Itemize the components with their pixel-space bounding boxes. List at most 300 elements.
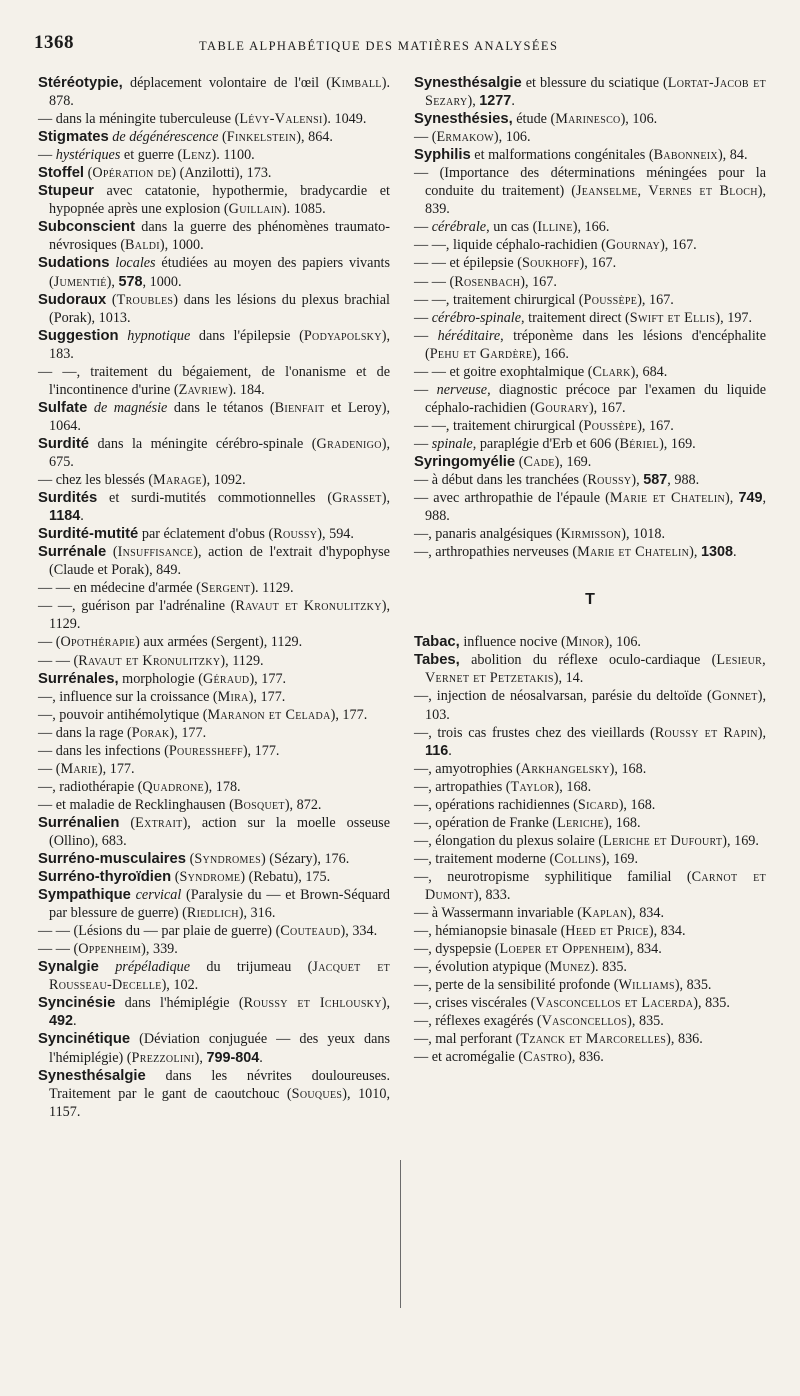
running-title: TABLE ALPHABÉTIQUE DES MATIÈRES ANALYSÉES — [199, 39, 559, 53]
index-author: Jeanselme, Vernes et Bloch — [575, 183, 758, 200]
index-text: — — et goitre exophtalmique ( — [414, 363, 593, 380]
index-emphasis: de dégénérescence — [112, 129, 219, 146]
index-text: — à Wassermann invariable ( — [414, 905, 582, 922]
index-text: et malformations congénitales ( — [470, 147, 654, 164]
index-text: ), 834. — [625, 941, 662, 958]
index-author: Clark — [592, 363, 631, 380]
index-text: — chez les blessés ( — [38, 472, 154, 489]
index-author: Géraud — [202, 670, 250, 687]
index-text: , 1000. — [142, 273, 182, 290]
index-entry — [38, 994, 390, 1030]
index-text: — — (Lésions du — par plaie de guerre) ( — [38, 923, 281, 940]
index-text: —, arthropathies nerveuses ( — [414, 544, 578, 561]
index-text: —, mal perforant ( — [414, 1031, 521, 1048]
index-author: Marie et Chatelin — [577, 544, 690, 561]
index-text: — — [414, 435, 432, 452]
index-author: Roussy et Rapin — [654, 724, 758, 741]
index-text: ( — [106, 544, 118, 561]
index-text: ), 197. — [715, 309, 753, 326]
index-text: ( — [171, 869, 180, 886]
index-entry — [38, 128, 390, 146]
index-author: Baldi — [125, 237, 160, 254]
index-entry — [414, 1030, 766, 1048]
index-text: — ( — [414, 129, 437, 146]
index-author: Prezzolini — [131, 1049, 195, 1066]
index-text: , 988. — [667, 472, 700, 489]
index-text: — avec arthropathie de l'épaule ( — [414, 490, 610, 507]
index-text: —, amyotrophies ( — [414, 760, 521, 777]
index-author: Syndromes — [194, 851, 262, 868]
index-entry — [414, 796, 766, 814]
index-author: Oppenheim — [78, 941, 142, 958]
index-entry — [38, 471, 390, 489]
index-entry — [414, 904, 766, 922]
index-text: — dans la méningite tuberculeuse ( — [38, 111, 240, 128]
index-author: Poussèpe — [583, 417, 638, 434]
index-author: Opération de — [92, 165, 172, 182]
index-author: Munez — [549, 959, 591, 976]
index-headword: Stigmates — [38, 129, 109, 146]
index-text: . — [732, 544, 737, 561]
index-text: ( — [218, 129, 227, 146]
index-headword: Tabes, — [414, 652, 460, 669]
index-page-bold: 492 — [49, 1013, 74, 1030]
index-entry — [38, 760, 390, 778]
index-author: Opothérapie — [60, 634, 136, 651]
index-text: ), 166. — [532, 345, 569, 362]
index-entry — [38, 218, 390, 254]
index-entry — [414, 417, 766, 435]
index-author: Roussy et Ichlousky — [243, 995, 382, 1012]
index-text: —, dyspepsie ( — [414, 941, 500, 958]
index-author: Poussèpe — [583, 291, 638, 308]
index-entry — [38, 670, 390, 688]
index-headword: Stoffel — [38, 165, 85, 182]
index-entry — [414, 832, 766, 850]
index-author: Grasset — [332, 490, 382, 507]
index-emphasis: hypnotique — [127, 327, 191, 344]
index-text: ), — [106, 273, 119, 290]
index-text: ). 835. — [590, 959, 627, 976]
index-entry — [414, 489, 766, 525]
index-text: —, pouvoir antihémolytique ( — [38, 706, 208, 723]
index-author: Riedlich — [186, 905, 239, 922]
index-author: Quadrone — [142, 778, 204, 795]
index-text: ), 833. — [473, 886, 511, 903]
index-text: , paraplégie d'Erb et 606 ( — [472, 435, 620, 452]
index-author: Loeper et Oppenheim — [499, 941, 626, 958]
index-author: Couteaud — [280, 923, 341, 940]
index-emphasis: cérébrale — [431, 219, 487, 236]
index-text: — — [414, 327, 438, 344]
index-text: — —, liquide céphalo-rachidien ( — [414, 237, 606, 254]
index-text: ). 1100. — [211, 147, 255, 164]
index-entry — [38, 868, 390, 886]
index-entry — [38, 254, 390, 290]
index-headword: Suggestion — [38, 327, 119, 344]
index-text: ( — [186, 851, 195, 868]
index-text: ), 177. — [97, 760, 135, 777]
index-text — [119, 328, 128, 344]
index-author: Kirmisson — [560, 526, 622, 543]
index-headword: Surréno-musculaires — [38, 851, 187, 868]
index-author: Lesieur, Vernet et Petzetakis — [425, 652, 766, 687]
index-author: Williams — [618, 977, 675, 994]
index-entry — [38, 814, 390, 850]
index-entry — [38, 327, 390, 363]
index-author: Vasconcellos et Lacerda — [535, 995, 694, 1012]
index-text: — et acromégalie ( — [414, 1049, 524, 1066]
index-text: ), 839. — [425, 183, 766, 218]
index-headword: Synesthésies, — [414, 111, 513, 128]
index-author: Lenz — [182, 147, 212, 164]
index-text: —, crises viscérales ( — [414, 995, 536, 1012]
index-text: —, neurotropisme syphilitique familial ( — [414, 868, 692, 885]
index-entry — [414, 435, 766, 453]
index-text: étude ( — [512, 111, 556, 128]
index-text: ), 177. — [242, 742, 280, 759]
index-emphasis: cérébro-spinale — [431, 309, 522, 326]
index-emphasis: hystériques — [55, 147, 121, 164]
index-headword: Surréno-thyroïdien — [38, 869, 172, 886]
index-entry — [38, 796, 390, 814]
index-headword: Syncinétique — [38, 1031, 131, 1048]
index-text: ( — [515, 453, 524, 470]
index-text: et surdi-mutités commotionnelles ( — [97, 490, 333, 507]
index-text: ), 102. — [161, 977, 199, 994]
index-author: Roussy — [273, 526, 318, 543]
index-entry — [414, 254, 766, 272]
index-author: Maranon et Celada — [207, 706, 331, 723]
index-headword: Surrénale — [38, 544, 107, 561]
index-text: ), — [689, 544, 701, 561]
index-text: ), 334. — [340, 923, 378, 940]
index-text: ), 169. — [722, 832, 759, 849]
index-entry — [414, 633, 766, 651]
page-header — [34, 32, 774, 62]
index-text: déplacement volontaire de l'œil ( — [122, 75, 332, 91]
index-text: ), 167. — [579, 255, 617, 272]
index-entry — [414, 309, 766, 327]
index-entry — [38, 633, 390, 651]
index-text: — — [38, 147, 56, 164]
index-entry — [38, 597, 390, 633]
index-author: Marinesco — [555, 111, 621, 128]
index-text: ), 169. — [659, 435, 696, 452]
index-text: —, élongation du plexus solaire ( — [414, 832, 604, 849]
index-entry — [38, 74, 390, 110]
index-entry — [414, 994, 766, 1012]
index-entry — [414, 453, 766, 471]
index-entry — [38, 489, 390, 525]
index-text: ), 316. — [238, 905, 276, 922]
index-text: —, hémianopsie binasale ( — [414, 923, 566, 940]
index-author: Ravaut et Kronulitzky — [78, 652, 221, 669]
index-headword: Surrénalien — [38, 814, 120, 831]
index-text: ), 168. — [609, 760, 647, 777]
index-text: dans l'épilepsie ( — [190, 327, 304, 344]
index-text: ), 594. — [317, 526, 354, 543]
index-text: — — [414, 219, 432, 236]
index-text: ( — [119, 814, 136, 831]
index-emphasis: cervical — [135, 887, 182, 904]
index-text: ), 177. — [248, 688, 286, 705]
index-text: ), 177. — [249, 670, 287, 687]
index-author: Minor — [565, 634, 605, 651]
index-text: ), 168. — [554, 778, 592, 795]
index-author: Illine — [537, 219, 573, 236]
index-text: — — ( — [414, 273, 455, 290]
index-text: ), 167. — [520, 273, 557, 290]
index-text: ), 1018. — [621, 526, 666, 543]
index-text: ), 834. — [648, 923, 686, 940]
index-text: — — [414, 381, 437, 398]
index-entry — [414, 940, 766, 958]
index-entry — [414, 922, 766, 940]
index-entry — [38, 688, 390, 706]
left-column — [38, 74, 390, 1121]
index-emphasis: héréditaire — [437, 327, 501, 344]
index-text: ), 684. — [630, 363, 668, 380]
index-entry — [414, 850, 766, 868]
index-text: et Leroy), 1064. — [49, 399, 391, 434]
index-entry — [38, 922, 390, 940]
index-author: Gournay — [605, 237, 661, 254]
index-author: Jacquet et Rousseau-Decelle — [49, 959, 391, 994]
index-text: ), 835. — [674, 977, 712, 994]
index-text: — ( — [38, 634, 61, 651]
index-text: ), 167. — [637, 417, 674, 434]
index-text: ), 1010, 1157. — [49, 1085, 390, 1120]
index-entry — [414, 868, 766, 904]
index-entry — [38, 399, 390, 435]
index-text: — — ( — [38, 652, 79, 669]
index-entry — [38, 525, 390, 543]
index-entry — [414, 760, 766, 778]
index-author: Kaplan — [582, 905, 628, 922]
index-text: ), 168. — [618, 796, 656, 813]
index-entry — [414, 327, 766, 363]
index-author: Gradenigo — [316, 435, 382, 452]
index-text: ), 14. — [553, 670, 584, 687]
index-text: dans les névrites douloureuses. Traitement par le gant de caoutchouc ( — [49, 1067, 390, 1102]
index-author: Vasconcellos — [541, 1013, 628, 1030]
index-text: ) (Anzilotti), 173. — [171, 165, 272, 182]
index-author: Syndrome — [179, 869, 241, 886]
index-text: — dans les infections ( — [38, 742, 169, 759]
index-entry — [414, 381, 766, 417]
index-text: ), 339. — [141, 941, 178, 958]
index-text: — — [414, 309, 432, 326]
index-emphasis: de magnésie — [93, 399, 168, 416]
index-author: Marie et Chatelin — [609, 490, 726, 507]
index-entry — [414, 958, 766, 976]
index-text: ), 1129. — [49, 598, 390, 633]
index-text: ), 864. — [296, 129, 333, 146]
index-text: et blessure du sciatique ( — [521, 75, 668, 91]
section-letter: T — [585, 591, 595, 609]
index-entry — [38, 1067, 390, 1121]
index-text: ), 178. — [203, 778, 241, 795]
index-author: Lortat-Jacob et Sezary — [425, 75, 766, 110]
index-entry — [38, 742, 390, 760]
index-page-bold: 587 — [643, 472, 668, 489]
index-entry — [38, 706, 390, 724]
index-headword: Surdité-mutité — [38, 526, 139, 543]
index-text: , tréponème dans les lésions d'encéphalite ( — [425, 327, 767, 362]
index-text: — et maladie de Recklinghausen ( — [38, 796, 234, 813]
index-text: avec catatonie, hypothermie, bradycardie et hypopnée après une explosion ( — [49, 183, 390, 218]
index-author: Leriche et Dufourt — [603, 832, 723, 849]
index-text: par éclatement d'obus ( — [138, 526, 274, 543]
index-author: Zavriew — [178, 381, 229, 398]
index-entry — [414, 291, 766, 309]
index-entry — [38, 940, 390, 958]
index-entry — [414, 74, 766, 110]
index-headword: Stupeur — [38, 183, 94, 200]
index-author: Roussy — [587, 472, 632, 489]
index-text: ), — [725, 490, 739, 507]
index-text: ), 106. — [620, 111, 658, 128]
index-entry — [414, 778, 766, 796]
index-text: ). 1129. — [250, 580, 294, 597]
index-entry — [38, 652, 390, 670]
index-text: ), 168. — [603, 814, 641, 831]
index-author: Lévy-Valensi — [239, 111, 323, 128]
index-headword: Syringomyélie — [414, 453, 516, 470]
index-entry — [414, 363, 766, 381]
index-author: Tzanck et Marcorelles — [520, 1031, 667, 1048]
index-text: ). 1049. — [322, 111, 367, 128]
index-author: Pouressheff — [168, 742, 243, 759]
index-headword: Syphilis — [414, 147, 471, 164]
index-text: — — et épilepsie ( — [414, 255, 522, 272]
index-text: ), 169. — [554, 453, 592, 470]
index-text: —, influence sur la croissance ( — [38, 688, 218, 705]
index-text: —, opération de Franke ( — [414, 814, 558, 831]
index-headword: Sulfate — [38, 399, 88, 416]
index-text: ) (Sézary), 176. — [261, 851, 350, 868]
index-author: Gourary — [534, 399, 589, 416]
index-author: Leriche — [557, 814, 604, 831]
index-text: dans l'hémiplégie ( — [115, 995, 244, 1012]
index-text: ), — [757, 724, 766, 741]
index-author: Bienfait — [274, 399, 325, 416]
index-entry — [38, 1030, 390, 1066]
index-text: morphologie ( — [118, 670, 203, 687]
index-text: — (Importance des déterminations méningées pour la conduite du traitement) ( — [414, 165, 766, 200]
index-author: Rosenbach — [454, 273, 521, 290]
index-text: ). 1085. — [281, 201, 326, 218]
index-text: . — [73, 1013, 77, 1030]
index-text: ), 166. — [572, 219, 610, 236]
index-text: , traitement direct ( — [521, 309, 630, 326]
index-headword: Subconscient — [38, 219, 136, 236]
index-text: ), 675. — [49, 435, 390, 470]
index-text: ), 835. — [627, 1013, 664, 1030]
index-text: ), action sur la moelle osseuse (Ollino), 683. — [49, 814, 390, 849]
index-author: Marage — [153, 472, 202, 489]
index-headword: Synesthésalgie — [38, 1067, 146, 1084]
index-headword: Synalgie — [38, 959, 99, 976]
index-text: ), — [194, 1049, 207, 1066]
index-page-bold: 1277 — [479, 93, 512, 110]
index-text: ), 103. — [425, 688, 766, 723]
index-headword: Surdités — [38, 490, 98, 507]
index-entry — [414, 724, 766, 760]
index-entry — [38, 958, 390, 994]
index-text: abolition du réflexe oculo-cardiaque ( — [459, 652, 717, 669]
index-author: Kimball — [331, 75, 382, 91]
index-entry — [38, 164, 390, 182]
index-text: , 988. — [425, 490, 766, 525]
index-author: Sicard — [577, 796, 619, 813]
index-entry — [38, 543, 390, 579]
index-entry — [38, 724, 390, 742]
index-author: Pehu et Gardère — [429, 345, 533, 362]
index-text: influence nocive ( — [459, 634, 566, 651]
index-entry — [38, 291, 390, 327]
index-emphasis: prépéladique — [115, 959, 191, 976]
index-author: Arkhangelsky — [520, 760, 610, 777]
index-emphasis: nerveuse — [436, 381, 488, 398]
index-entry — [414, 273, 766, 291]
index-text: — —, traitement chirurgical ( — [414, 417, 584, 434]
page-number: 1368 — [34, 32, 74, 53]
index-author: Marie — [60, 760, 98, 777]
index-entry — [38, 886, 390, 922]
index-author: Soukhoff — [521, 255, 580, 272]
index-text: —, trois cas frustes chez des vieillards ( — [414, 724, 655, 741]
index-text: ), 1000. — [159, 237, 204, 254]
index-text: et guerre ( — [120, 147, 183, 164]
index-author: Guillain — [228, 201, 282, 218]
index-text: ), 106. — [493, 129, 531, 146]
index-author: Bériel — [619, 435, 660, 452]
index-headword: Stéréotypie, — [38, 75, 123, 91]
index-headword: Surdité — [38, 435, 89, 452]
index-author: Porak — [131, 724, 170, 741]
index-author: Ravaut et Kronulitzky — [235, 598, 382, 615]
index-text: ), 167. — [660, 237, 697, 254]
index-page-bold: 116 — [425, 742, 449, 759]
index-text: ). 878. — [49, 75, 390, 110]
index-text: —, panaris analgésiques ( — [414, 526, 561, 543]
index-text: (Déviation conjuguée — des yeux dans l'hémiplégie) ( — [49, 1031, 390, 1066]
index-text: ), 836. — [567, 1049, 604, 1066]
index-page-bold: 749 — [738, 490, 763, 507]
index-entry — [414, 976, 766, 994]
index-headword: Sudoraux — [38, 291, 107, 308]
index-text: —, opérations rachidiennes ( — [414, 796, 578, 813]
index-text: ), 177. — [169, 724, 207, 741]
index-text: —, évolution atypique ( — [414, 959, 550, 976]
index-entry — [414, 164, 766, 218]
index-text: ), — [631, 472, 644, 489]
index-text: ( — [106, 291, 117, 308]
index-text: ). 184. — [228, 381, 265, 398]
index-page-bold: 799-804 — [206, 1049, 260, 1066]
index-text: . — [259, 1049, 263, 1066]
index-entry — [38, 579, 390, 597]
index-author: Ermakow — [436, 129, 494, 146]
index-text: ), 834. — [627, 905, 665, 922]
index-author: Troubles — [116, 291, 174, 308]
index-text: dans le tétanos ( — [167, 399, 275, 416]
index-text: ), 835. — [693, 995, 730, 1012]
index-text: ), — [381, 995, 391, 1012]
index-text: —, injection de néosalvarsan, parésie du deltoïde ( — [414, 688, 712, 705]
